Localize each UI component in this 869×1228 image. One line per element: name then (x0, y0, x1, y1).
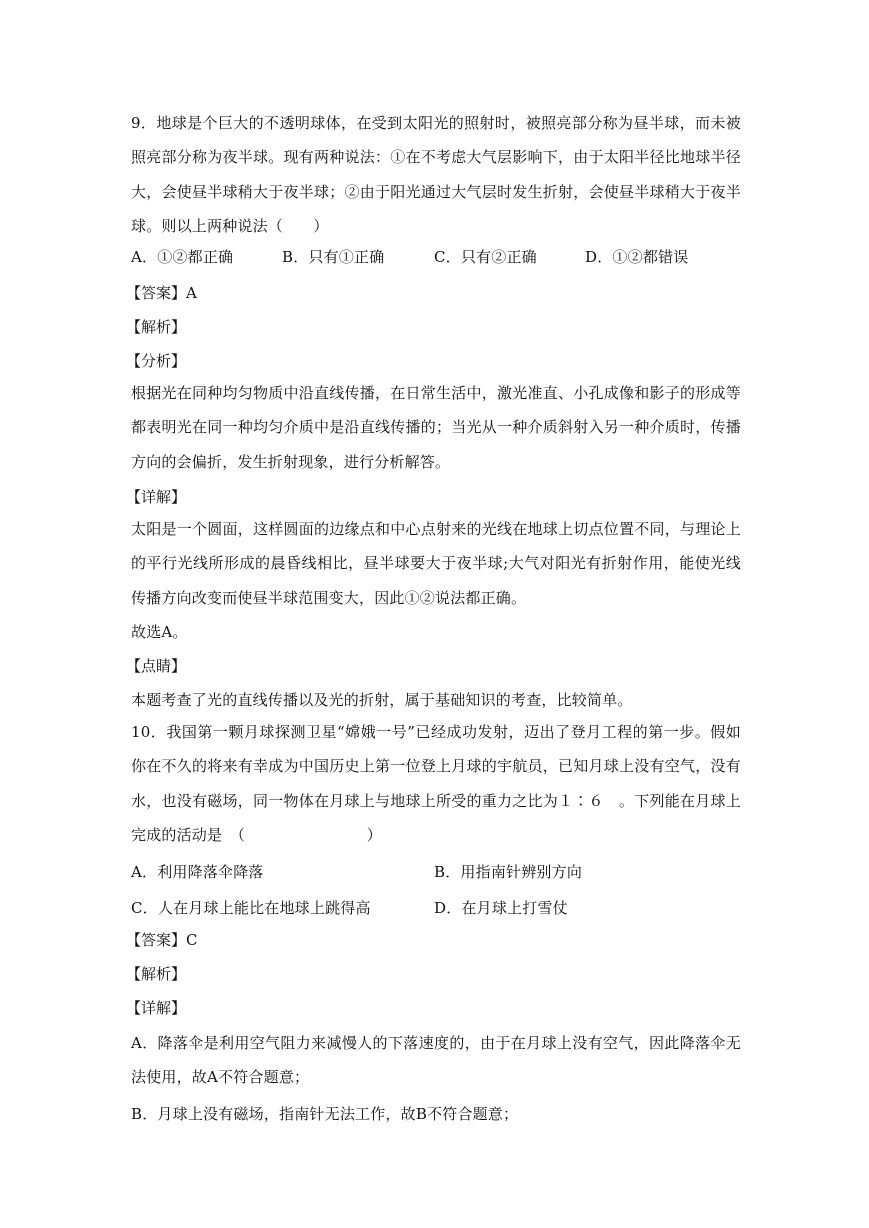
question-9-detail-heading: 【详解】 (126, 488, 187, 506)
question-9-conclusion: 故选A。 (131, 623, 188, 641)
question-9-detail-text: 太阳是一个圆面，这样圆面的边缘点和中心点射来的光线在地球上切点位置不同，与理论上的平行光线所形成的晨昏线相比，昼半球要大于夜半球;大气对阳光有折射作用，能使光线传播方向改变而使昼半球范围变大，因此①②说法都正确。 (131, 520, 741, 607)
question-9-option-b: B．只有①正确 (282, 248, 385, 266)
question-9-fenxi-text: 根据光在同种均匀物质中沿直线传播，在日常生活中，激光准直、小孔成像和影子的形成等都表明光在同一种均匀介质中是沿直线传播的；当光从一种介质斜射入另一种介质时，传播方向的会偏折，发生折射现象，进行分析解答。 (131, 384, 741, 471)
question-10-detail-a: A．降落伞是利用空气阻力来减慢人的下落速度的，由于在月球上没有空气，因此降落伞无法使用，故A不符合题意； (131, 1034, 741, 1087)
question-10-option-b: B．用指南针辨别方向 (434, 863, 583, 881)
question-10-answer: 【答案】C (126, 931, 198, 949)
question-9-highlight-text: 本题考查了光的直线传播以及光的折射，属于基础知识的考查，比较简单。 (131, 691, 633, 709)
question-10-stem: 10．我国第一颗月球探测卫星“嫦娥一号”已经成功发射，迈出了登月工程的第一步。假如你在不久的将来有幸成为中国历史上第一位登上月球的宇航员，已知月球上没有空气，没有水，也没有磁场，同一物体在月球上与地球上所受的重力之比为１∶６ 。下列能在月球上完成的活动是 （ ） (131, 723, 741, 844)
question-10-analysis-heading: 【解析】 (126, 965, 187, 983)
question-10-option-c: C．人在月球上能比在地球上跳得高 (131, 899, 371, 917)
question-9-option-a: A．①②都正确 (131, 248, 234, 266)
question-9-analysis-heading: 【解析】 (126, 318, 187, 336)
question-10-detail-b: B．月球上没有磁场，指南针无法工作，故B不符合题意； (131, 1105, 519, 1123)
question-10-option-d: D．在月球上打雪仗 (434, 899, 568, 917)
question-9-option-d: D．①②都错误 (585, 248, 689, 266)
question-10-option-a: A．利用降落伞降落 (131, 863, 264, 881)
question-9-answer: 【答案】A (126, 284, 197, 302)
question-9-fenxi-heading: 【分析】 (126, 352, 187, 370)
question-9-highlight-heading: 【点睛】 (126, 657, 187, 675)
question-9-stem: 9．地球是个巨大的不透明球体，在受到太阳光的照射时，被照亮部分称为昼半球，而未被照亮部分称为夜半球。现有两种说法：①在不考虑大气层影响下，由于太阳半径比地球半径大，会使昼半球稍大于夜半球；②由于阳光通过大气层时发生折射，会使昼半球稍大于夜半球。则以上两种说法（ ） (131, 114, 741, 235)
question-10-detail-heading: 【详解】 (126, 999, 187, 1017)
question-9-option-c: C．只有②正确 (434, 248, 537, 266)
